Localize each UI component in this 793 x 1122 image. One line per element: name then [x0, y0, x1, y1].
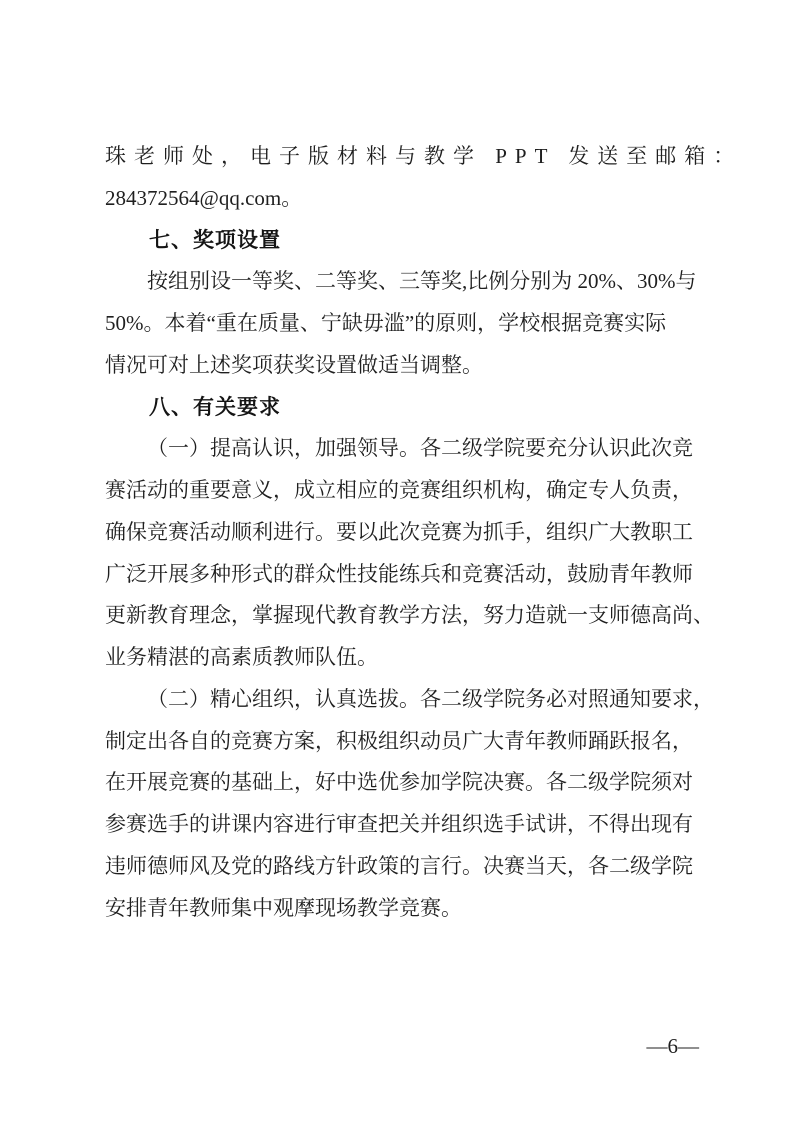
text-line: 更新教育理念，掌握现代教育教学方法，努力造就一支师德高尚、	[105, 603, 714, 628]
text-line: 按组别设一等奖、二等奖、三等奖,比例分别为 20%、30%与	[147, 269, 697, 294]
text-line: 在开展竞赛的基础上，好中选优参加学院决赛。各二级学院须对	[105, 770, 693, 795]
section-heading-7-awards: 七、奖项设置	[149, 228, 281, 252]
paragraph-start-line: （二）精心组织，认真选拔。各二级学院务必对照通知要求，	[147, 686, 714, 711]
text-line: 违师德师风及党的路线方针政策的言行。决赛当天，各二级学院	[105, 853, 693, 878]
text-line: 广泛开展多种形式的群众性技能练兵和竞赛活动，鼓励青年教师	[105, 561, 693, 586]
text-line: 制定出各自的竞赛方案，积极组织动员广大青年教师踊跃报名，	[105, 728, 693, 753]
text-line: 50%。本着“重在质量、宁缺毋滥”的原则，学校根据竞赛实际	[105, 311, 667, 335]
email-address-line: 284372564@qq.com。	[105, 185, 303, 210]
text-line: 业务精湛的高素质教师队伍。	[105, 645, 378, 669]
text-line: 赛活动的重要意义，成立相应的竞赛组织机构，确定专人负责，	[105, 478, 693, 502]
paragraph-start-line: （一）提高认识，加强领导。各二级学院要充分认识此次竞	[147, 436, 693, 461]
text-line: 确保竞赛活动顺利进行。要以此次竞赛为抓手，组织广大教职工	[105, 519, 693, 544]
text-line: 安排青年教师集中观摩现场教学竞赛。	[105, 895, 462, 920]
paragraph-continuation-line: 珠老师处，电子版材料与教学 PPT 发送至邮箱：	[105, 144, 743, 168]
text-line: 情况可对上述奖项获奖设置做适当调整。	[105, 352, 483, 377]
document-body	[105, 136, 743, 929]
section-heading-8-requirements: 八、有关要求	[149, 395, 281, 419]
page-number: —6—	[646, 1034, 699, 1058]
text-line: 参赛选手的讲课内容进行审查把关并组织选手试讲，不得出现有	[105, 812, 693, 836]
